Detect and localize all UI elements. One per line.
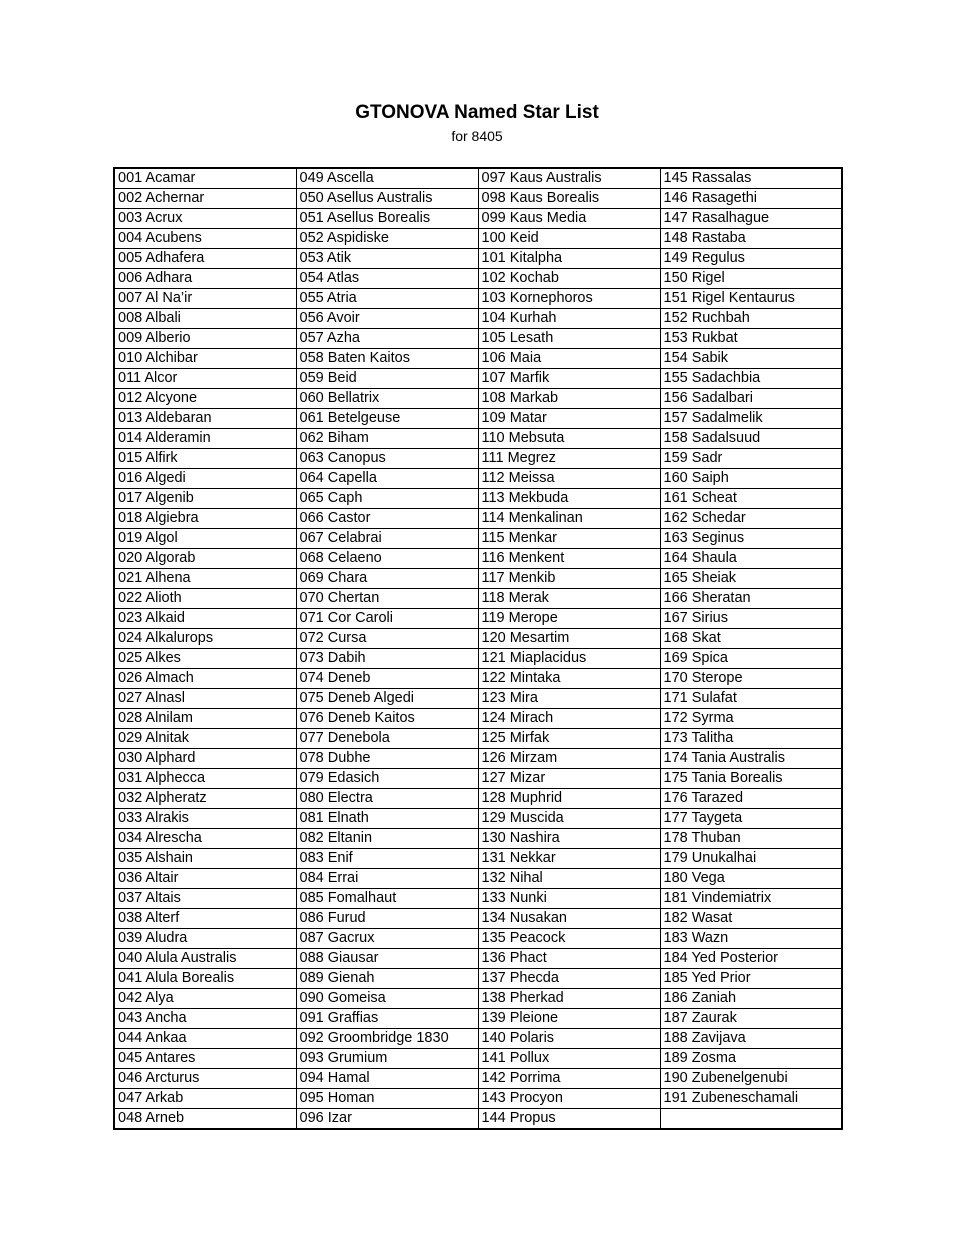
star-name-cell: 008 Albali [114,309,296,329]
star-name-cell: 052 Aspidiske [296,229,478,249]
star-name-cell: 181 Vindemiatrix [660,889,842,909]
star-name-cell: 018 Algiebra [114,509,296,529]
star-name-cell: 163 Seginus [660,529,842,549]
star-name-cell: 133 Nunki [478,889,660,909]
star-name-cell: 115 Menkar [478,529,660,549]
star-name-cell: 142 Porrima [478,1069,660,1089]
star-name-cell: 107 Marfik [478,369,660,389]
star-name-cell: 149 Regulus [660,249,842,269]
table-row [114,949,842,969]
star-name-cell: 161 Scheat [660,489,842,509]
star-name-cell: 054 Atlas [296,269,478,289]
star-name-cell: 073 Dabih [296,649,478,669]
star-name-cell: 002 Achernar [114,189,296,209]
table-row [114,309,842,329]
star-name-cell: 171 Sulafat [660,689,842,709]
table-row [114,269,842,289]
star-name-cell: 158 Sadalsuud [660,429,842,449]
star-name-cell: 189 Zosma [660,1049,842,1069]
star-name-cell: 056 Avoir [296,309,478,329]
star-name-cell: 135 Peacock [478,929,660,949]
star-name-cell: 010 Alchibar [114,349,296,369]
star-name-cell: 017 Algenib [114,489,296,509]
star-name-cell: 072 Cursa [296,629,478,649]
star-name-cell: 140 Polaris [478,1029,660,1049]
star-name-cell: 130 Nashira [478,829,660,849]
star-name-cell: 062 Biham [296,429,478,449]
star-name-cell: 080 Electra [296,789,478,809]
star-name-cell: 111 Megrez [478,449,660,469]
star-name-cell: 103 Kornephoros [478,289,660,309]
star-name-cell: 069 Chara [296,569,478,589]
star-name-cell: 178 Thuban [660,829,842,849]
star-name-cell: 078 Dubhe [296,749,478,769]
star-name-cell: 090 Gomeisa [296,989,478,1009]
table-row [114,509,842,529]
star-name-cell: 023 Alkaid [114,609,296,629]
star-name-cell: 129 Muscida [478,809,660,829]
star-name-cell: 016 Algedi [114,469,296,489]
star-name-cell: 097 Kaus Australis [478,168,660,189]
star-name-cell: 095 Homan [296,1089,478,1109]
table-row [114,229,842,249]
star-name-cell: 177 Taygeta [660,809,842,829]
star-name-cell: 150 Rigel [660,269,842,289]
star-name-cell: 102 Kochab [478,269,660,289]
star-name-cell: 169 Spica [660,649,842,669]
star-name-cell: 156 Sadalbari [660,389,842,409]
table-row [114,789,842,809]
star-name-cell: 138 Pherkad [478,989,660,1009]
star-name-cell: 098 Kaus Borealis [478,189,660,209]
star-name-cell: 100 Keid [478,229,660,249]
star-name-cell: 153 Rukbat [660,329,842,349]
table-row [114,929,842,949]
star-name-cell: 092 Groombridge 1830 [296,1029,478,1049]
star-name-cell: 083 Enif [296,849,478,869]
star-name-cell: 061 Betelgeuse [296,409,478,429]
star-name-cell: 087 Gacrux [296,929,478,949]
star-name-cell: 188 Zavijava [660,1029,842,1049]
star-name-cell: 105 Lesath [478,329,660,349]
star-name-cell: 143 Procyon [478,1089,660,1109]
star-name-cell: 003 Acrux [114,209,296,229]
star-name-cell: 190 Zubenelgenubi [660,1069,842,1089]
page-title: GTONOVA Named Star List [355,102,599,123]
star-name-cell: 029 Alnitak [114,729,296,749]
star-name-cell: 146 Rasagethi [660,189,842,209]
star-name-cell: 157 Sadalmelik [660,409,842,429]
table-row [114,409,842,429]
star-name-cell: 066 Castor [296,509,478,529]
star-name-cell: 021 Alhena [114,569,296,589]
star-name-cell: 101 Kitalpha [478,249,660,269]
star-name-cell: 043 Ancha [114,1009,296,1029]
star-name-cell: 063 Canopus [296,449,478,469]
star-name-cell: 041 Alula Borealis [114,969,296,989]
star-name-cell: 022 Alioth [114,589,296,609]
star-name-cell: 082 Eltanin [296,829,478,849]
star-name-cell: 131 Nekkar [478,849,660,869]
star-name-cell: 145 Rassalas [660,168,842,189]
table-row [114,1009,842,1029]
star-name-cell: 118 Merak [478,589,660,609]
star-name-cell: 004 Acubens [114,229,296,249]
star-name-cell: 168 Skat [660,629,842,649]
table-row [114,809,842,829]
star-name-cell: 084 Errai [296,869,478,889]
star-name-cell: 094 Hamal [296,1069,478,1089]
star-name-cell: 099 Kaus Media [478,209,660,229]
star-name-cell: 024 Alkalurops [114,629,296,649]
star-name-cell: 120 Mesartim [478,629,660,649]
star-name-cell: 110 Mebsuta [478,429,660,449]
star-name-cell: 119 Merope [478,609,660,629]
star-name-cell: 139 Pleione [478,1009,660,1029]
star-name-cell: 184 Yed Posterior [660,949,842,969]
star-name-cell: 104 Kurhah [478,309,660,329]
star-name-cell: 136 Phact [478,949,660,969]
star-name-cell: 012 Alcyone [114,389,296,409]
star-name-cell: 064 Capella [296,469,478,489]
star-name-cell: 051 Asellus Borealis [296,209,478,229]
star-name-cell: 154 Sabik [660,349,842,369]
star-name-cell: 183 Wazn [660,929,842,949]
table-row [114,649,842,669]
star-name-cell: 065 Caph [296,489,478,509]
star-name-cell: 013 Aldebaran [114,409,296,429]
star-name-cell: 185 Yed Prior [660,969,842,989]
star-name-cell: 096 Izar [296,1109,478,1130]
star-name-cell: 159 Sadr [660,449,842,469]
star-name-cell: 122 Mintaka [478,669,660,689]
star-name-cell: 047 Arkab [114,1089,296,1109]
table-row [114,1089,842,1109]
star-name-cell: 086 Furud [296,909,478,929]
star-name-cell: 079 Edasich [296,769,478,789]
table-row [114,669,842,689]
table-row [114,629,842,649]
star-name-cell: 048 Arneb [114,1109,296,1130]
star-name-cell: 179 Unukalhai [660,849,842,869]
star-name-cell: 108 Markab [478,389,660,409]
star-name-cell: 033 Alrakis [114,809,296,829]
star-name-cell: 166 Sheratan [660,589,842,609]
star-name-cell: 040 Alula Australis [114,949,296,969]
star-name-cell: 057 Azha [296,329,478,349]
star-list-table [113,167,843,1130]
table-row [114,289,842,309]
star-name-cell: 116 Menkent [478,549,660,569]
star-name-cell: 028 Alnilam [114,709,296,729]
star-name-cell: 088 Giausar [296,949,478,969]
star-name-cell: 037 Altais [114,889,296,909]
table-row [114,889,842,909]
star-name-cell: 124 Mirach [478,709,660,729]
table-row [114,709,842,729]
star-name-cell: 068 Celaeno [296,549,478,569]
table-row [114,1029,842,1049]
star-name-cell: 077 Denebola [296,729,478,749]
table-row [114,729,842,749]
star-name-cell: 046 Arcturus [114,1069,296,1089]
star-name-cell: 076 Deneb Kaitos [296,709,478,729]
table-row [114,769,842,789]
star-name-cell: 005 Adhafera [114,249,296,269]
star-name-cell: 117 Menkib [478,569,660,589]
table-row [114,349,842,369]
star-name-cell: 155 Sadachbia [660,369,842,389]
star-name-cell: 053 Atik [296,249,478,269]
table-row [114,829,842,849]
star-name-cell: 186 Zaniah [660,989,842,1009]
star-name-cell: 009 Alberio [114,329,296,349]
star-name-cell: 112 Meissa [478,469,660,489]
star-name-cell: 160 Saiph [660,469,842,489]
table-row [114,209,842,229]
star-name-cell: 093 Grumium [296,1049,478,1069]
table-row [114,969,842,989]
table-row [114,689,842,709]
table-row [114,389,842,409]
star-name-cell: 109 Matar [478,409,660,429]
star-name-cell: 121 Miaplacidus [478,649,660,669]
star-name-cell: 114 Menkalinan [478,509,660,529]
table-row [114,849,842,869]
star-name-cell: 030 Alphard [114,749,296,769]
star-name-cell: 038 Alterf [114,909,296,929]
table-row [114,449,842,469]
star-name-cell: 067 Celabrai [296,529,478,549]
table-row [114,249,842,269]
table-row [114,369,842,389]
star-name-cell: 167 Sirius [660,609,842,629]
star-name-cell: 058 Baten Kaitos [296,349,478,369]
star-name-cell: 032 Alpheratz [114,789,296,809]
star-name-cell: 085 Fomalhaut [296,889,478,909]
star-name-cell: 042 Alya [114,989,296,1009]
star-name-cell: 164 Shaula [660,549,842,569]
star-name-cell: 025 Alkes [114,649,296,669]
table-row [114,1049,842,1069]
star-name-cell: 170 Sterope [660,669,842,689]
star-name-cell: 071 Cor Caroli [296,609,478,629]
star-name-cell: 123 Mira [478,689,660,709]
table-row [114,549,842,569]
star-name-cell: 059 Beid [296,369,478,389]
table-row [114,989,842,1009]
star-name-cell: 006 Adhara [114,269,296,289]
star-name-cell: 152 Ruchbah [660,309,842,329]
table-row [114,329,842,349]
star-name-cell: 026 Almach [114,669,296,689]
table-row [114,429,842,449]
star-name-cell: 182 Wasat [660,909,842,929]
star-name-cell: 172 Syrma [660,709,842,729]
star-name-cell: 031 Alphecca [114,769,296,789]
star-name-cell: 128 Muphrid [478,789,660,809]
table-row [114,909,842,929]
table-row [114,489,842,509]
table-row [114,869,842,889]
star-name-cell: 074 Deneb [296,669,478,689]
star-name-cell: 055 Atria [296,289,478,309]
star-name-cell: 106 Maia [478,349,660,369]
star-name-cell: 015 Alfirk [114,449,296,469]
star-name-cell: 020 Algorab [114,549,296,569]
star-name-cell: 125 Mirfak [478,729,660,749]
star-name-cell: 174 Tania Australis [660,749,842,769]
table-row [114,1069,842,1089]
star-name-cell: 060 Bellatrix [296,389,478,409]
star-name-cell: 141 Pollux [478,1049,660,1069]
table-row [114,529,842,549]
star-name-cell: 027 Alnasl [114,689,296,709]
star-name-cell: 148 Rastaba [660,229,842,249]
star-name-cell: 001 Acamar [114,168,296,189]
star-name-cell: 147 Rasalhague [660,209,842,229]
star-name-cell: 034 Alrescha [114,829,296,849]
star-name-cell: 113 Mekbuda [478,489,660,509]
page-subtitle: for 8405 [451,128,503,144]
star-name-cell [660,1109,842,1130]
star-name-cell: 144 Propus [478,1109,660,1130]
table-row [114,589,842,609]
star-name-cell: 081 Elnath [296,809,478,829]
table-row [114,189,842,209]
table-row [114,1109,842,1130]
table-row [114,749,842,769]
star-name-cell: 050 Asellus Australis [296,189,478,209]
star-name-cell: 165 Sheiak [660,569,842,589]
star-name-cell: 049 Ascella [296,168,478,189]
star-name-cell: 175 Tania Borealis [660,769,842,789]
table-row [114,569,842,589]
star-name-cell: 180 Vega [660,869,842,889]
star-name-cell: 191 Zubeneschamali [660,1089,842,1109]
star-list-body [114,168,842,1129]
star-name-cell: 091 Graffias [296,1009,478,1029]
star-name-cell: 014 Alderamin [114,429,296,449]
star-name-cell: 134 Nusakan [478,909,660,929]
star-name-cell: 039 Aludra [114,929,296,949]
star-name-cell: 187 Zaurak [660,1009,842,1029]
star-name-cell: 035 Alshain [114,849,296,869]
star-name-cell: 127 Mizar [478,769,660,789]
star-name-cell: 151 Rigel Kentaurus [660,289,842,309]
star-name-cell: 137 Phecda [478,969,660,989]
star-name-cell: 036 Altair [114,869,296,889]
star-name-cell: 173 Talitha [660,729,842,749]
star-name-cell: 075 Deneb Algedi [296,689,478,709]
star-name-cell: 162 Schedar [660,509,842,529]
star-name-cell: 045 Antares [114,1049,296,1069]
table-row [114,168,842,189]
table-row [114,469,842,489]
table-row [114,609,842,629]
star-name-cell: 019 Algol [114,529,296,549]
star-name-cell: 007 Al Na’ir [114,289,296,309]
star-name-cell: 132 Nihal [478,869,660,889]
star-name-cell: 089 Gienah [296,969,478,989]
star-name-cell: 126 Mirzam [478,749,660,769]
star-name-cell: 011 Alcor [114,369,296,389]
star-name-cell: 070 Chertan [296,589,478,609]
star-name-cell: 176 Tarazed [660,789,842,809]
star-name-cell: 044 Ankaa [114,1029,296,1049]
